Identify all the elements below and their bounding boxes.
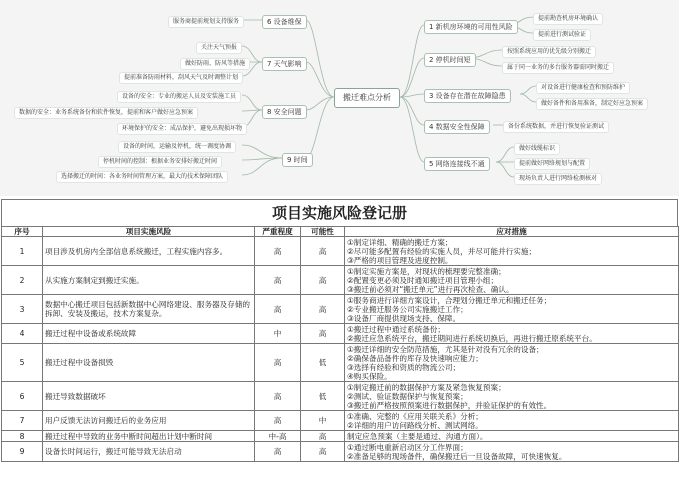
cell-severity: 高 [255,266,301,295]
table-row [2,266,679,295]
cell-risk: 设备长时间运行，搬迁可能导致无法启动 [43,442,255,462]
register-title: 项目实施风险登记册 [1,199,678,226]
measure-line: ②测试、验证数据保护与恢复预案； [347,391,468,401]
cell-measures [345,431,679,442]
cell-no: 8 [2,431,43,442]
cell-no: 9 [2,442,43,462]
cell-measures [345,237,679,266]
table-header-row [2,227,679,237]
cell-severity: 中-高 [255,431,301,442]
table-row [2,344,679,382]
header-possibility: 可能性 [301,227,345,237]
measure-line: ①准确、完整的《应用关联关系》分析； [347,411,483,421]
cell-measures [345,382,679,411]
leaf-item: 环境保护的安全：成品保护，避免出现损坏物 [117,123,247,135]
cell-measures [345,442,679,462]
measure-line: ②尽可能多配置有经验的实施人员，并尽可能并行实施； [347,246,537,256]
table-row [2,411,679,431]
branch-hidden-fault: 3 设备存在潜在故障隐患 [424,89,511,103]
measure-line: ①搬迁详细的安全防范措施，尤其是针对没有冗余的设备； [347,344,544,354]
cell-severity: 高 [255,237,301,266]
cell-severity: 高 [255,411,301,431]
leaf-item: 提前做好网络规划与配置 [514,158,590,170]
risk-register [1,199,678,462]
header-risk: 项目实施风险 [43,227,255,237]
cell-possibility: 中 [301,411,345,431]
branch-time: 9 时间 [282,153,313,167]
cell-possibility: 高 [301,295,345,324]
branch-downtime: 2 停机时间短 [424,53,476,67]
branch-new-room-risk: 1 新机房环境的可用性风险 [424,20,518,34]
measure-line: ③选择有经验和资质的物流公司； [347,362,461,372]
leaf-item: 选择搬迁的时间：各业务时间管理方案，最大的技术保障团队 [56,171,228,183]
cell-measures [345,266,679,295]
leaf-item: 做好备件和备用准备，制定好应急预案 [536,98,648,110]
cell-possibility: 高 [301,324,345,344]
table-row [2,324,679,344]
measure-line: ④购买保险。 [347,371,392,381]
cell-risk: 数据中心搬迁项目包括新数据中心网络建设、服务器及存储的拆卸、安装及搬运，技术方案复杂。 [43,295,255,324]
measure-line: ②详细的用户访问路线分析、测试网络。 [347,420,483,430]
leaf-item: 备份系统数据，并进行恢复验证测试 [503,121,609,133]
leaf-item: 现场负责人进行网络检测核对 [514,173,602,185]
leaf-item: 提前进行测试验证 [533,29,591,41]
cell-risk: 搬迁过程中导致的业务中断时间超出计划中断时间 [43,431,255,442]
measure-line: 制定应急预案（主要是通过、沟通方面）。 [347,431,488,441]
table-row [2,295,679,324]
cell-no: 3 [2,295,43,324]
register-table [1,226,679,462]
header-severity: 严重程度 [255,227,301,237]
leaf-item: 关注天气预报 [196,42,242,54]
branch-equipment-maintenance: 6 设备维保 [262,15,307,29]
leaf-item: 设备的时间，运输及停机，统一调度协调 [118,141,236,153]
measure-line: ①通过断电重新启动区分工作界面； [347,442,468,452]
measure-line: ①制定详细、精确的搬迁方案； [347,237,453,247]
cell-severity: 中 [255,324,301,344]
measure-line: ③严格的项目管理及进度控制。 [347,255,453,265]
cell-risk: 用户反馈无法访问搬迁后的业务应用 [43,411,255,431]
cell-possibility: 高 [301,237,345,266]
leaf-item: 对设备进行健康检查和预防维护 [536,82,630,94]
cell-risk: 搬迁过程中设备或系统故障 [43,324,255,344]
leaf-item: 停机时间的控制：根据业务安排好搬迁时间 [98,156,222,168]
cell-risk: 从实施方案制定到搬迁实施。 [43,266,255,295]
cell-no: 5 [2,344,43,382]
measure-line: ②确保备品备件的库存及快速响应能力； [347,353,483,363]
branch-safety: 8 安全问题 [262,105,307,119]
table-row [2,237,679,266]
leaf-item: 属于同一业务的多台服务器需同时搬迁 [502,62,614,74]
mindmap-center: 搬迁难点分析 [334,88,400,108]
cell-severity: 高 [255,295,301,324]
cell-possibility: 高 [301,442,345,462]
cell-severity: 高 [255,382,301,411]
measure-line: ③搬迁前必须对“搬迁单元”进行再次检查、确认。 [347,284,514,294]
header-no: 序号 [2,227,43,237]
table-row [2,431,679,442]
cell-severity: 高 [255,344,301,382]
branch-weather: 7 天气影响 [262,57,307,71]
measure-line: ①制定实施方案是，对现状的梳理要完整准确； [347,266,506,276]
leaf-item: 按照系统应用的优先级分别搬迁 [502,46,596,58]
cell-no: 4 [2,324,43,344]
cell-possibility: 高 [301,266,345,295]
measure-line: ①搬迁过程中通过系统备份； [347,324,445,334]
table-row [2,442,679,462]
cell-risk: 项目涉及机房内全部信息系统搬迁，工程实施内容多。 [43,237,255,266]
measure-line: ②准备足够的现场备件，确保搬迁后一旦设备故障，可快速恢复。 [347,451,567,461]
cell-measures [345,344,679,382]
cell-severity: 高 [255,442,301,462]
leaf-item: 数据的安全：业务系统备份和软件恢复，提前和客户做好应急预案 [14,107,198,119]
cell-possibility: 低 [301,344,345,382]
leaf-item: 提前勘查机房环境确认 [533,13,603,25]
cell-measures [345,411,679,431]
cell-no: 1 [2,237,43,266]
leaf-item: 设备的安全：专业的搬运人员及安装施工员 [117,91,241,103]
leaf-item: 做好防雨、防风等措施 [180,58,250,70]
cell-possibility: 低 [301,382,345,411]
measure-line: ②搬迁应急系统平台，搬迁期间进行系统切换后，再进行搬迁原系统平台。 [347,333,597,343]
mindmap [0,0,679,196]
cell-measures [345,324,679,344]
branch-network: 5 网络连接线不通 [424,157,490,171]
cell-risk: 搬迁过程中设备损毁 [43,344,255,382]
cell-possibility: 高 [301,431,345,442]
leaf-item: 服务商提前规划支持服务 [168,16,244,28]
cell-measures [345,295,679,324]
leaf-item: 做好线缆标识 [514,143,560,155]
table-row [2,382,679,411]
measure-line: ③设备厂商提供现场支持、保障。 [347,313,461,323]
leaf-item: 提前准备防雨材料，刮风天气及时调整计划 [119,72,243,84]
cell-no: 2 [2,266,43,295]
measure-line: ②专业搬迁服务公司实施搬迁工作； [347,304,468,314]
measure-line: ②配置变更必须及时通知搬迁项目管理小组； [347,275,499,285]
measure-line: ①服务商进行详细方案设计，合理划分搬迁单元和搬迁任务； [347,295,552,305]
measure-line: ③搬迁前严格按照预案进行数据保护，并验证保护的有效性。 [347,400,552,410]
cell-risk: 搬迁导致数据破坏 [43,382,255,411]
measure-line: ①制定搬迁前的数据保护方案及紧急恢复预案； [347,382,506,392]
branch-data-security: 4 数据安全性保障 [424,120,490,134]
header-measures: 应对措施 [345,227,679,237]
cell-no: 6 [2,382,43,411]
cell-no: 7 [2,411,43,431]
